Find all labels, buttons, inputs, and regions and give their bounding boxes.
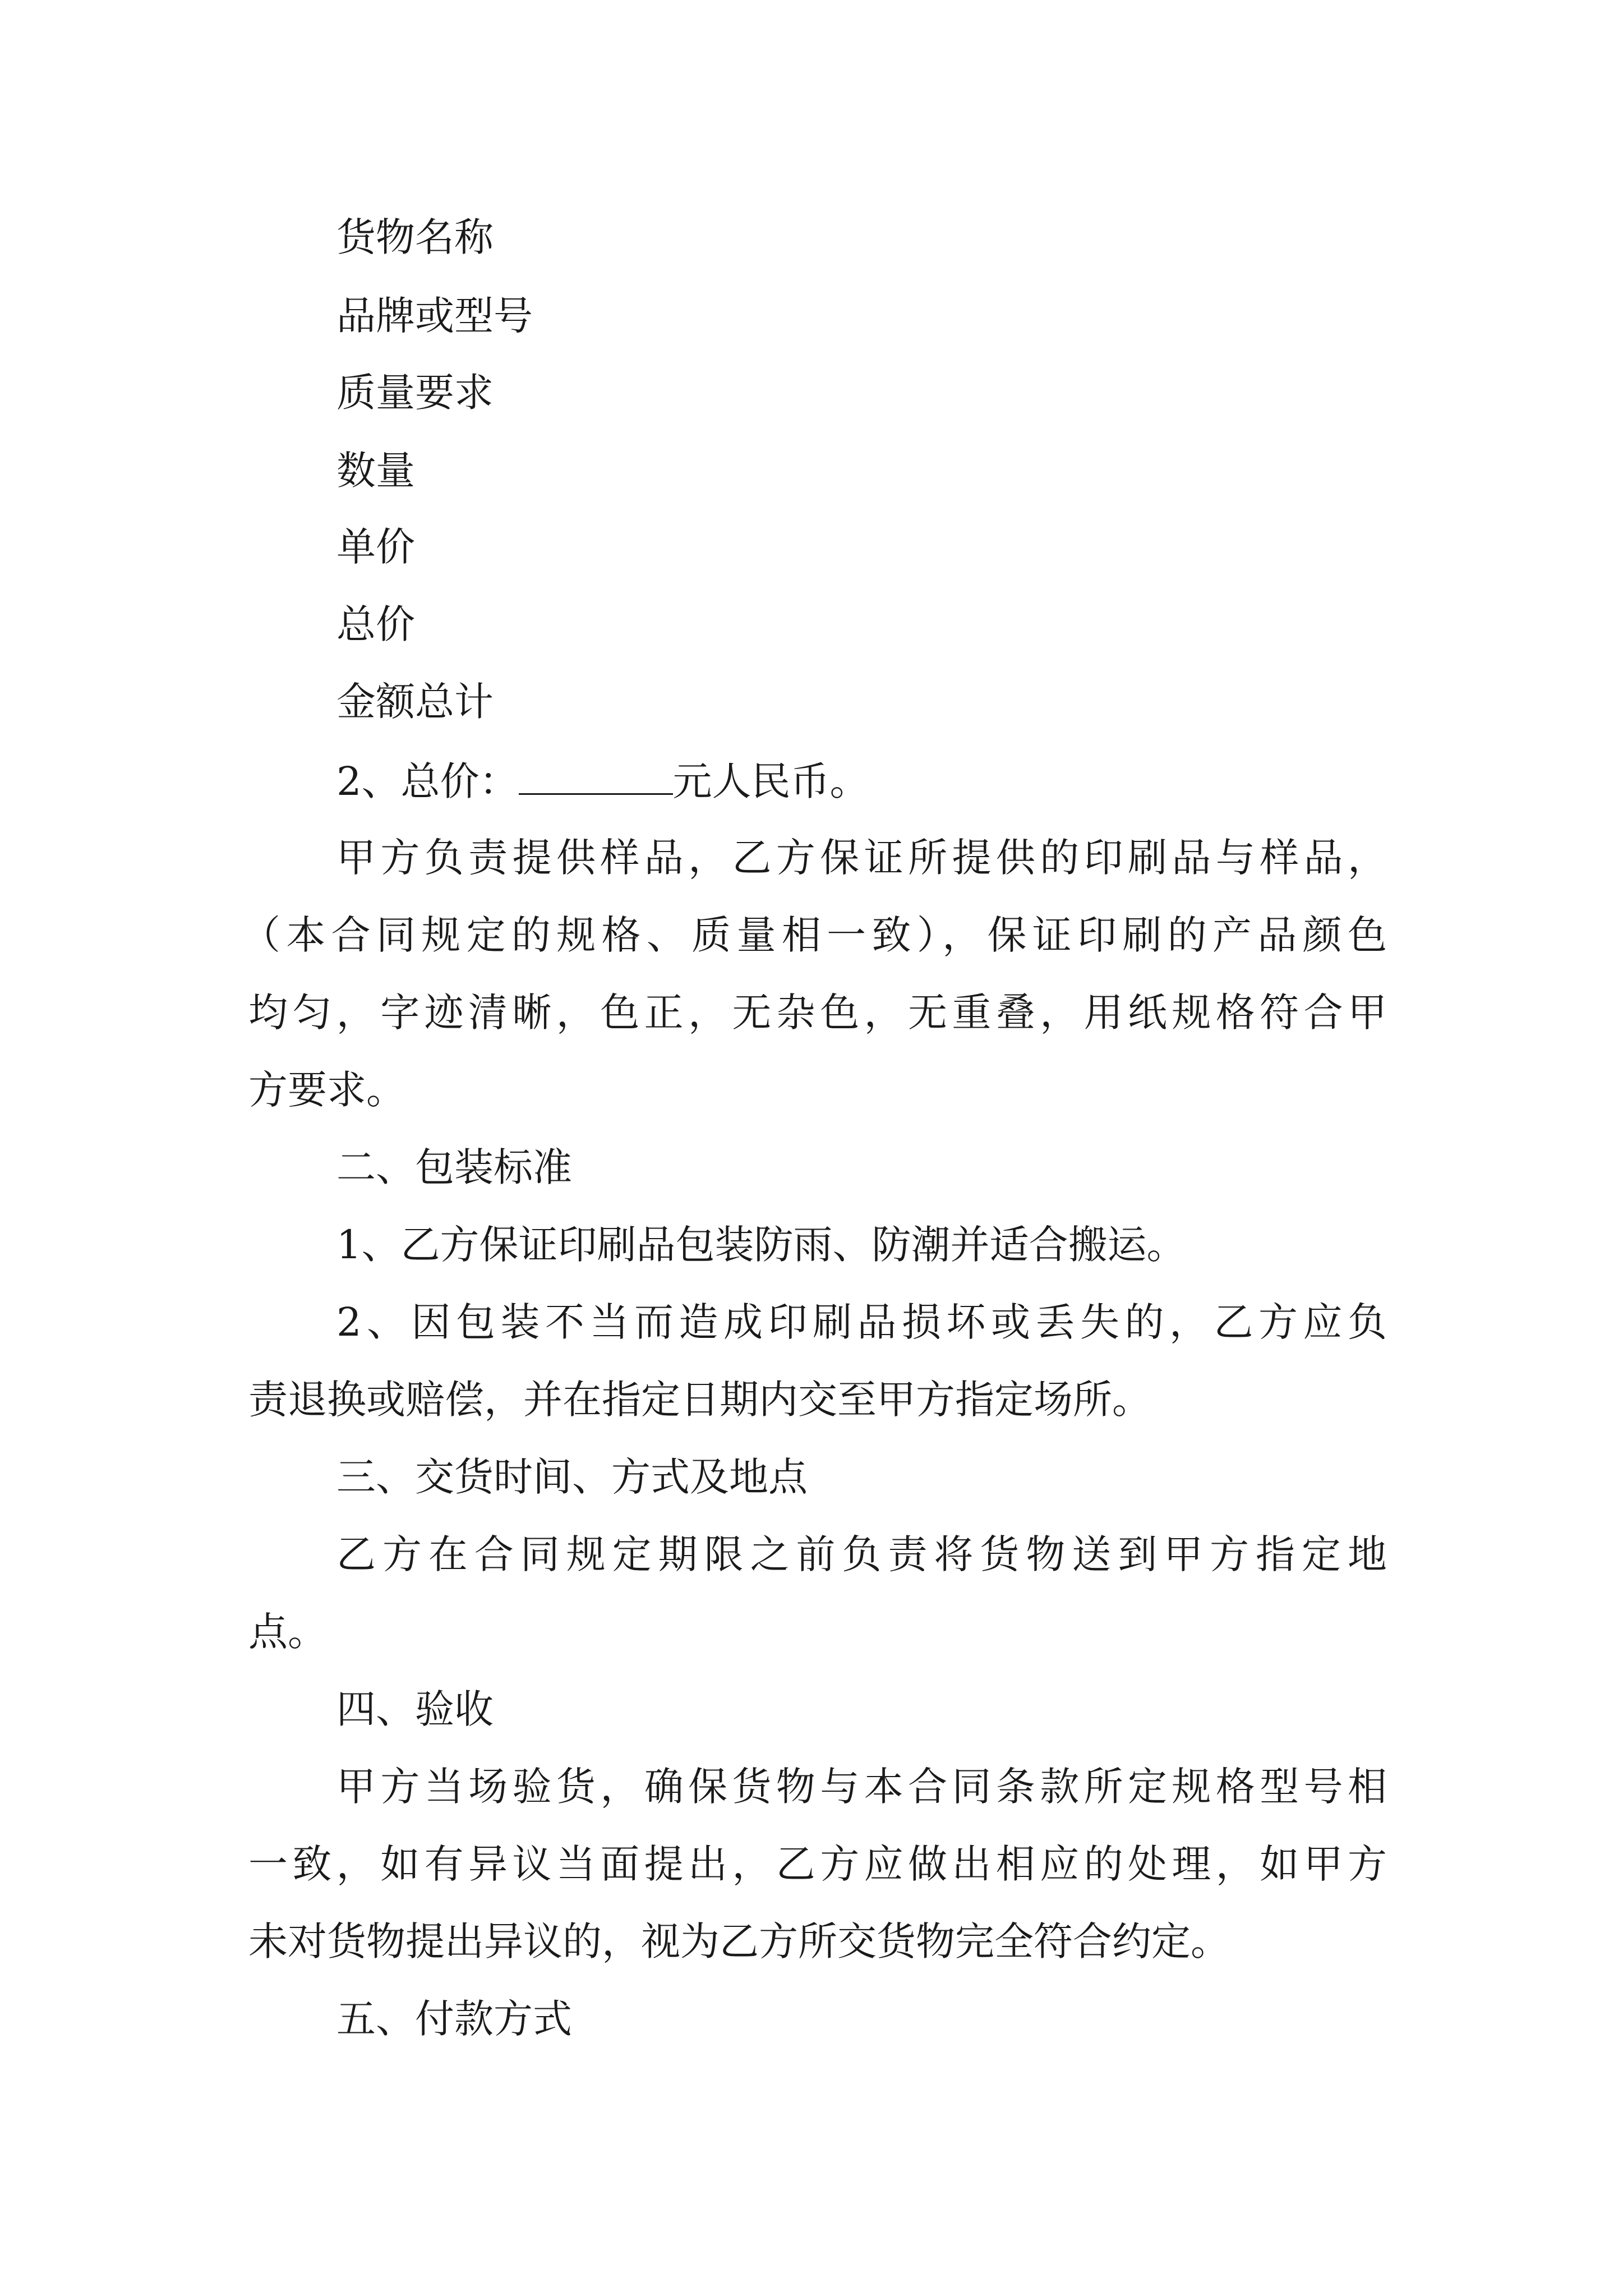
item-label-quality: 质量要求 xyxy=(336,370,494,416)
item-label-quantity: 数量 xyxy=(336,448,415,494)
delivery-body-line-2: 点。 xyxy=(248,1609,327,1655)
acceptance-body-line-1: 甲方当场验货，确保货物与本合同条款所定规格型号相 xyxy=(336,1764,1387,1810)
item-label-total-price: 总价 xyxy=(336,601,415,647)
acceptance-body-line-2: 一致，如有异议当面提出，乙方应做出相应的处理，如甲方 xyxy=(248,1841,1387,1887)
item-label-brand-model: 品牌或型号 xyxy=(336,293,533,339)
section-heading-payment: 五、付款方式 xyxy=(336,1996,572,2042)
item-label-unit-price: 单价 xyxy=(336,524,415,570)
item-label-goods-name: 货物名称 xyxy=(336,214,494,260)
total-price-suffix: 元人民币。 xyxy=(672,758,869,804)
sample-paragraph-line-2: （本合同规定的规格、质量相一致），保证印刷的产品颜色 xyxy=(241,912,1387,958)
packaging-clause-2-line-1: 2、因包装不当而造成印刷品损坏或丢失的，乙方应负 xyxy=(336,1299,1387,1345)
sample-paragraph-line-4: 方要求。 xyxy=(248,1067,405,1113)
sample-paragraph-line-3: 均匀，字迹清晰，色正，无杂色，无重叠，用纸规格符合甲 xyxy=(248,990,1387,1036)
acceptance-body-line-3: 未对货物提出异议的，视为乙方所交货物完全符合约定。 xyxy=(248,1918,1230,1964)
total-price-blank xyxy=(519,760,673,795)
packaging-clause-2-line-2: 责退换或赔偿，并在指定日期内交至甲方指定场所。 xyxy=(248,1377,1151,1423)
delivery-body-line-1: 乙方在合同规定期限之前负责将货物送到甲方指定地 xyxy=(336,1531,1387,1577)
section-heading-acceptance: 四、验收 xyxy=(336,1686,494,1732)
sample-paragraph-line-1: 甲方负责提供样品，乙方保证所提供的印刷品与样品， xyxy=(336,835,1387,881)
item-label-amount-total: 金额总计 xyxy=(336,679,494,725)
section-heading-packaging: 二、包装标准 xyxy=(336,1144,572,1190)
total-price-prefix: 2、总价： xyxy=(336,758,519,804)
section-heading-delivery: 三、交货时间、方式及地点 xyxy=(336,1454,808,1500)
total-price-line xyxy=(336,758,869,804)
packaging-clause-1: 1、乙方保证印刷品包装防雨、防潮并适合搬运。 xyxy=(336,1222,1186,1268)
